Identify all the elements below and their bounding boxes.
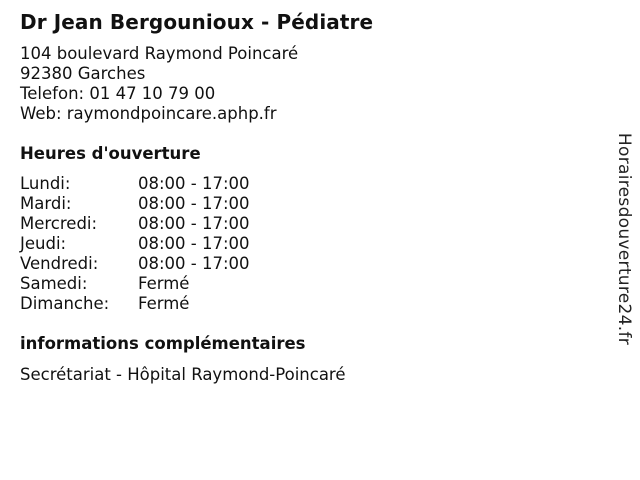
hours-row-jeudi (20, 234, 300, 254)
website-link[interactable]: Web: raymondpoincare.aphp.fr (20, 104, 277, 123)
site-watermark: Horairesdouverture24.fr (614, 132, 634, 346)
hours-value: 08:00 - 17:00 (138, 214, 250, 233)
hours-row-dimanche (20, 294, 300, 314)
day-label: Lundi: (20, 174, 71, 193)
day-label: Samedi: (20, 274, 88, 293)
hours-value: 08:00 - 17:00 (138, 194, 250, 213)
hours-row-lundi (20, 174, 300, 194)
city-address: 92380 Garches (20, 64, 146, 83)
hours-row-mercredi (20, 214, 300, 234)
additional-info-heading: informations complémentaires (20, 334, 306, 353)
hours-row-samedi (20, 274, 300, 294)
day-label: Vendredi: (20, 254, 99, 273)
hours-value: Fermé (138, 274, 190, 293)
hours-row-vendredi (20, 254, 300, 274)
hours-value: 08:00 - 17:00 (138, 254, 250, 273)
phone-number: Telefon: 01 47 10 79 00 (20, 84, 216, 103)
day-label: Mardi: (20, 194, 72, 213)
day-label: Mercredi: (20, 214, 98, 233)
hours-value: 08:00 - 17:00 (138, 174, 250, 193)
hours-row-mardi (20, 194, 300, 214)
address-block (20, 44, 298, 124)
day-label: Dimanche: (20, 294, 110, 313)
day-label: Jeudi: (20, 234, 67, 253)
page-title: Dr Jean Bergounioux - Pédiatre (20, 10, 374, 34)
additional-info-text: Secrétariat - Hôpital Raymond-Poincaré (20, 365, 346, 384)
hours-value: Fermé (138, 294, 190, 313)
hours-value: 08:00 - 17:00 (138, 234, 250, 253)
opening-hours-list (20, 174, 300, 314)
street-address: 104 boulevard Raymond Poincaré (20, 44, 299, 63)
opening-hours-heading: Heures d'ouverture (20, 144, 201, 163)
